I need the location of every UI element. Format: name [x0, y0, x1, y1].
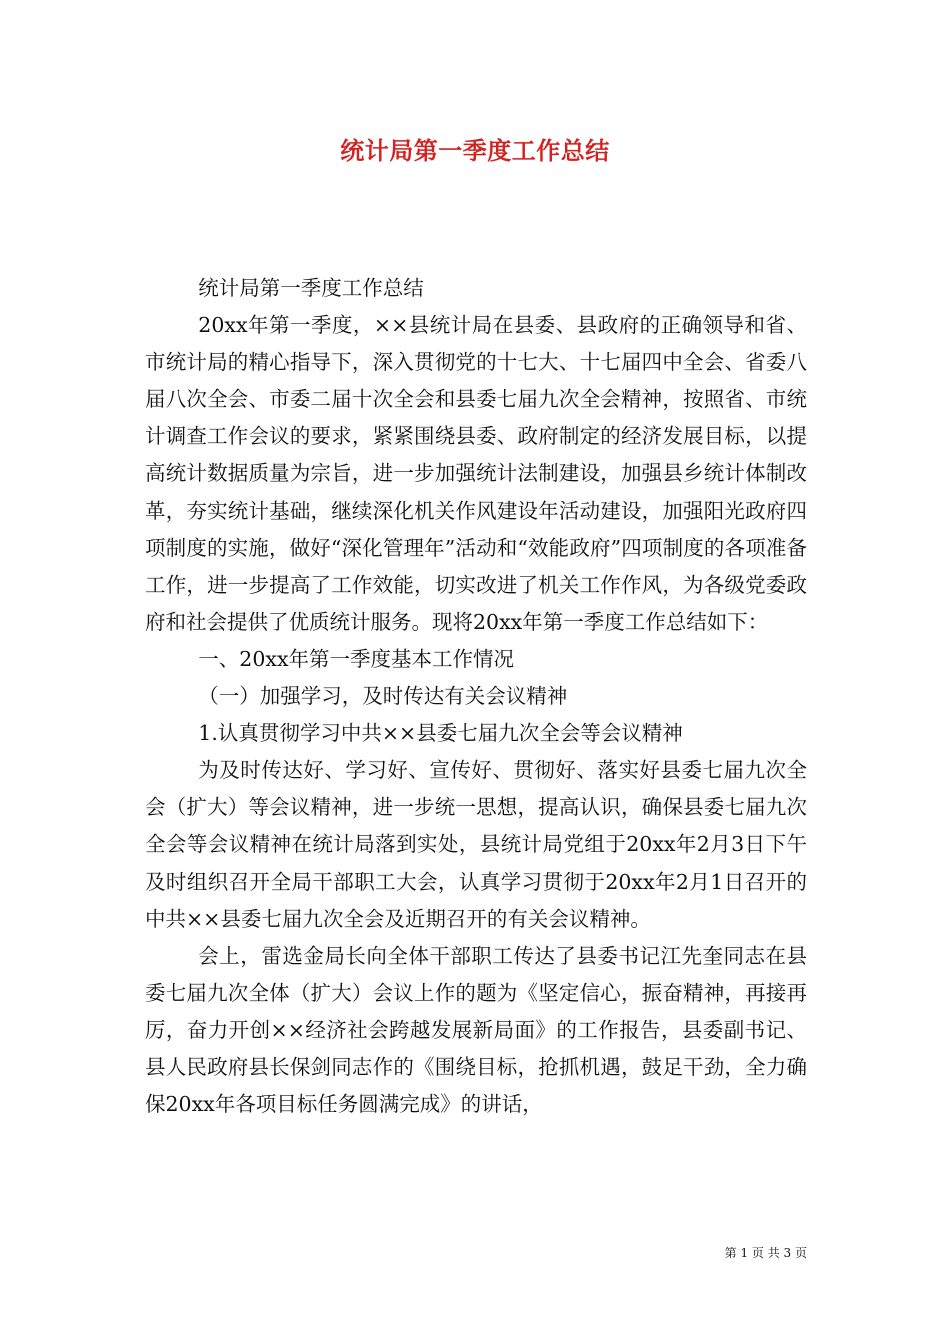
- page-footer: 第 1 页 共 3 页: [724, 1246, 807, 1260]
- item-heading: 1.认真贯彻学习中共××县委七届九次全会等会议精神: [198, 721, 683, 746]
- document-body: [145, 270, 807, 1123]
- paragraph-body: 会上，雷选金局长向全体干部职工传达了县委书记江先奎同志在县委七届九次全体（扩大）会议上作的题为《坚定信心，振奋精神，再接再厉，奋力开创××经济社会跨越发展新局面》的工作报告，县委副书记、县人民政府县长保剑同志作的《围绕目标，抢抓机遇，鼓足干劲，全力确保20xx年各项目标任务圆满完成》的讲话，: [145, 943, 807, 1117]
- section-heading: 一、20xx年第一季度基本工作情况: [198, 646, 515, 671]
- paragraph-body: 为及时传达好、学习好、宣传好、贯彻好、落实好县委七届九次全会（扩大）等会议精神，进一步统一思想，提高认识，确保县委七届九次全会等会议精神在统计局落到实处，县统计局党组于20xx年2月3日下午及时组织召开全局干部职工大会，认真学习贯彻于20xx年2月1日召开的中共××县委七届九次全会及近期召开的有关会议精神。: [145, 758, 807, 931]
- document-title: 统计局第一季度工作总结: [340, 136, 610, 165]
- subsection-heading: （一）加强学习，及时传达有关会议精神: [198, 684, 568, 709]
- paragraph-intro: 20xx年第一季度，××县统计局在县委、县政府的正确领导和省、市统计局的精心指导下，深入贯彻党的十七大、十七届四中全会、省委八届八次全会、市委二届十次全会和县委七届九次全会精神，按照省、市统计调查工作会议的要求，紧紧围绕县委、政府制定的经济发展目标，以提高统计数据质量为宗旨，进一步加强统计法制建设，加强县乡统计体制改革，夯实统计基础，继续深化机关作风建设年活动建设，加强阳光政府四项制度的实施，做好“深化管理年”活动和“效能政府”四项制度的各项准备工作，进一步提高了工作效能，切实改进了机关工作作风，为各级党委政府和社会提供了优质统计服务。现将20xx年第一季度工作总结如下：: [145, 313, 807, 634]
- paragraph-subtitle: 统计局第一季度工作总结: [198, 276, 424, 300]
